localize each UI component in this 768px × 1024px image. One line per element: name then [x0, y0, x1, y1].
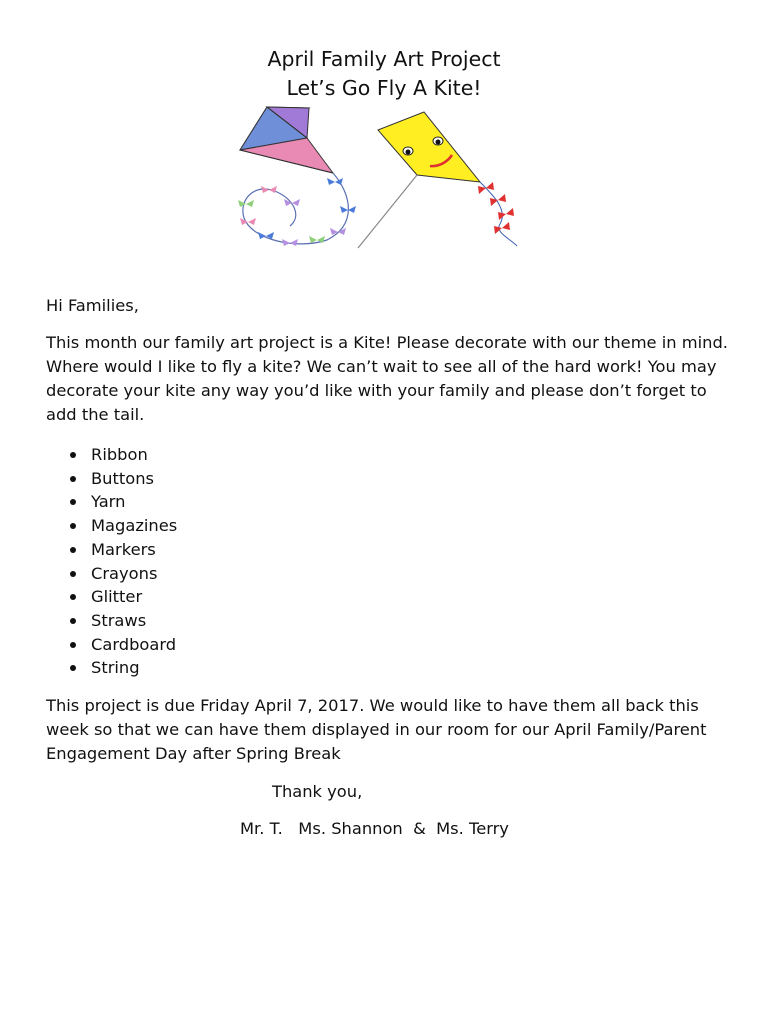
list-item-label: Magazines — [91, 516, 178, 536]
bullet-icon — [70, 476, 76, 482]
list-item — [46, 562, 177, 586]
patchwork-kite-icon — [238, 107, 356, 246]
page-title: April Family Art Project — [267, 47, 501, 71]
list-item-label: Crayons — [91, 563, 158, 583]
bullet-icon — [70, 642, 76, 648]
kites-illustration — [232, 100, 532, 250]
intro-paragraph: This month our family art project is a Kite! Please decorate with our theme in mind. Where would I like to fly a kite? We can’t wait to see all of the hard work! You may decorate your kite any way you’d like with your family and please don’t forget to add the tail. — [46, 333, 728, 424]
list-item — [46, 490, 177, 514]
bullet-icon — [70, 547, 76, 553]
list-item — [46, 514, 177, 538]
bullet-icon — [70, 618, 76, 624]
list-item-label: Markers — [91, 539, 156, 559]
list-item-label: Glitter — [91, 587, 143, 607]
page-subtitle: Let’s Go Fly A Kite! — [286, 76, 482, 100]
list-item — [46, 443, 177, 467]
list-item-label: Ribbon — [91, 445, 148, 464]
list-item-label: String — [91, 658, 140, 678]
smiling-yellow-kite-icon — [358, 112, 517, 248]
greeting: Hi Families, — [46, 296, 139, 315]
list-item — [46, 467, 177, 491]
list-item-label: Cardboard — [91, 634, 177, 654]
bullet-icon — [70, 665, 76, 671]
list-item — [46, 585, 177, 609]
due-date-paragraph: This project is due Friday April 7, 2017. We would like to have them all back this week so that we can have them displayed in our room for our April Family/Parent Engagement Day after Spring Break — [46, 696, 707, 763]
bullet-icon — [70, 594, 76, 600]
list-item — [46, 656, 177, 680]
list-item — [46, 609, 177, 633]
list-item — [46, 538, 177, 562]
list-item-label: Straws — [91, 610, 147, 630]
signature: Mr. T. Ms. Shannon & Ms. Terry — [240, 819, 509, 838]
bullet-icon — [70, 523, 76, 529]
list-item-label: Buttons — [91, 468, 155, 488]
list-item-label: Yarn — [91, 492, 126, 512]
closing: Thank you, — [272, 782, 363, 801]
bullet-icon — [70, 499, 76, 505]
bullet-icon — [70, 571, 76, 577]
supplies-list — [46, 443, 177, 680]
list-item — [46, 633, 177, 657]
bullet-icon — [70, 452, 76, 458]
